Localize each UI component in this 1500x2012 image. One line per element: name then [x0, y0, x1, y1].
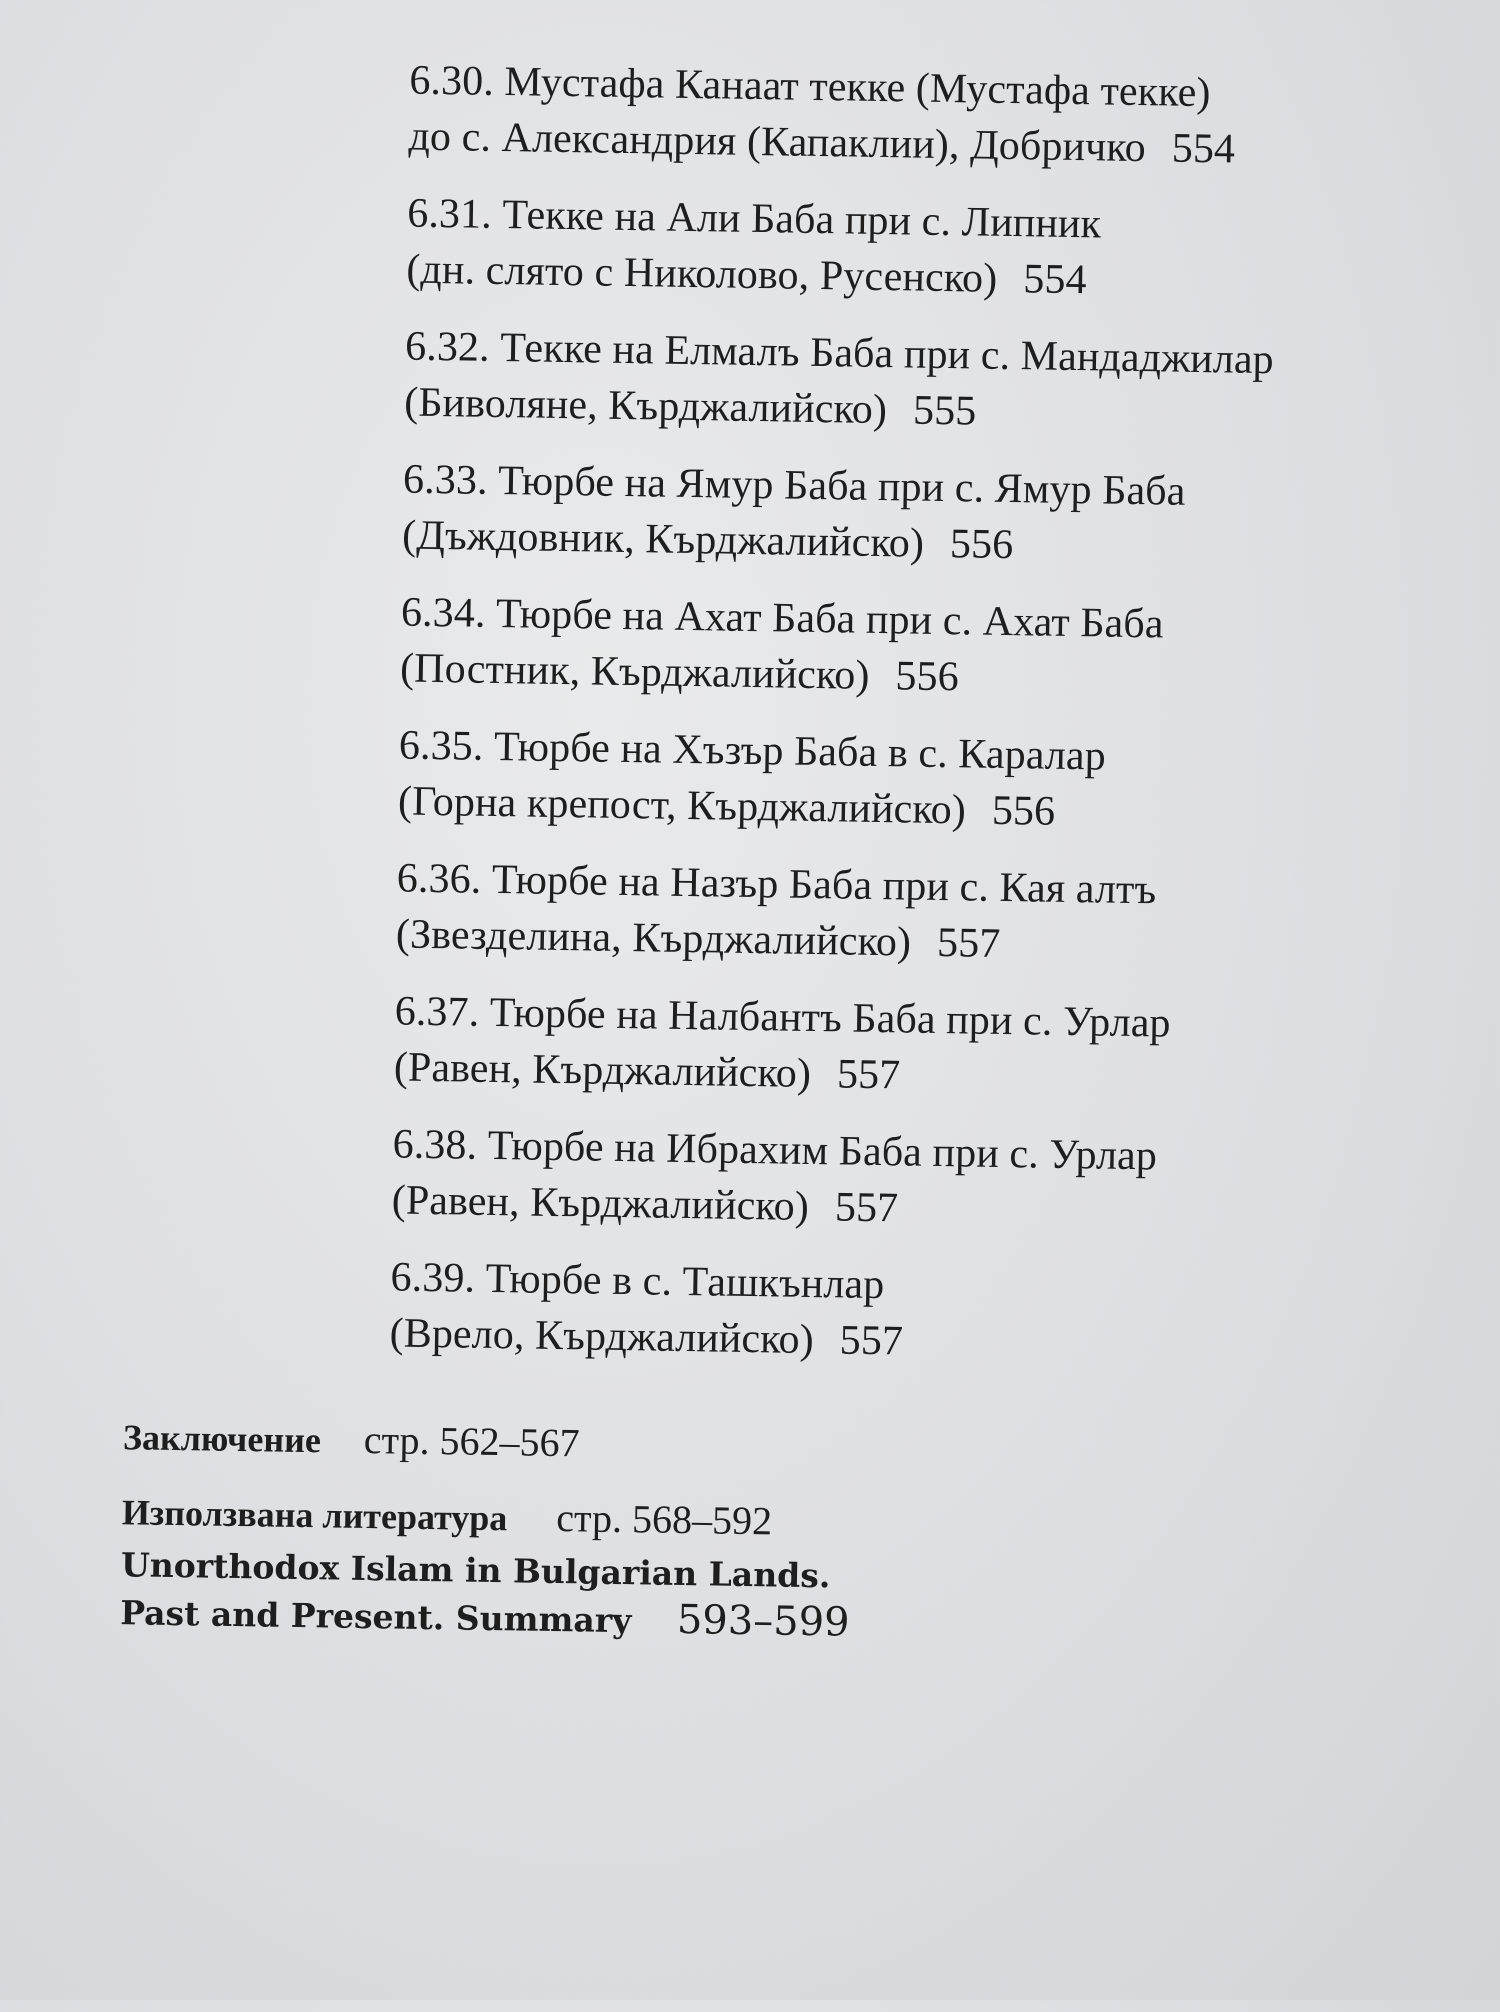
- toc-entry-title: 6.34. Тюрбе на Ахат Баба при с. Ахат Баба: [400, 589, 1164, 648]
- literature-label: Използвана литература: [121, 1492, 508, 1539]
- toc-entry-page-number: 557: [836, 1051, 901, 1099]
- toc-entry-title: 6.39. Тюрбе в с. Ташкънлар: [390, 1254, 885, 1309]
- toc-entry-location: до с. Александрия (Капаклии), Добричко: [408, 113, 1147, 172]
- toc-entry-location: (Равен, Кърджалийско): [391, 1177, 810, 1230]
- toc-entry-title: 6.31. Текке на Али Баба при с. Липник: [406, 190, 1102, 248]
- toc-entry-6-37: [393, 983, 1395, 1132]
- toc-entry-6-36: [395, 850, 1397, 999]
- toc-entry-page-number: 557: [834, 1184, 899, 1232]
- toc-entry-location: (Горна крепост, Кърджалийско): [397, 778, 967, 834]
- back-matter-section: [120, 1410, 1323, 1655]
- toc-entry-location: (Равен, Кърджалийско): [393, 1044, 812, 1097]
- toc-entry-page-number: 556: [991, 787, 1056, 835]
- toc-entries-list: [389, 53, 1410, 1399]
- toc-entry-title: 6.32. Текке на Елмалъ Баба при с. Мандаджилар: [404, 323, 1275, 384]
- conclusion-label: Заключение: [122, 1417, 322, 1461]
- toc-entry-location: (Постник, Кърджалийско): [399, 645, 870, 699]
- toc-entry-location: (Биволяне, Кърджалийско): [403, 379, 888, 434]
- toc-entry-6-30: [408, 53, 1410, 202]
- conclusion-pages: стр. 562–567: [363, 1416, 580, 1466]
- toc-entry-title: 6.35. Тюрбе на Хъзър Баба в с. Каралар: [398, 722, 1107, 780]
- toc-entry-page-number: 557: [839, 1317, 904, 1365]
- toc-entry-page-number: 555: [912, 387, 977, 435]
- toc-entry-6-39: [389, 1249, 1391, 1398]
- toc-entry-6-35: [397, 717, 1399, 866]
- toc-entry-page-number: 556: [895, 653, 960, 701]
- toc-entry-page-number: 554: [1022, 256, 1087, 304]
- toc-entry-6-34: [399, 584, 1401, 733]
- literature-pages: стр. 568–592: [556, 1495, 773, 1544]
- toc-entry-6-32: [404, 319, 1406, 468]
- toc-entry-title: 6.38. Тюрбе на Ибрахим Баба при с. Урлар: [392, 1121, 1158, 1180]
- toc-entry-title: 6.37. Тюрбе на Налбантъ Баба при с. Урлар: [394, 988, 1171, 1047]
- toc-entry-title: 6.30. Мустафа Канаат текке (Мустафа текке): [409, 57, 1211, 117]
- toc-entry-6-31: [406, 186, 1408, 335]
- toc-entry-location: (дн. слято с Николово, Русенско): [406, 246, 998, 302]
- toc-entry-page-number: 556: [949, 521, 1014, 569]
- toc-entry-title: 6.33. Тюрбе на Ямур Баба при с. Ямур Баба: [402, 456, 1186, 515]
- toc-entry-location: (Звезделина, Кърджалийско): [395, 911, 912, 966]
- summary-pages: 593–599: [676, 1596, 850, 1646]
- toc-entry-location: (Врело, Кърджалийско): [389, 1310, 815, 1364]
- toc-entry-page-number: 557: [936, 919, 1001, 967]
- toc-entry-page-number: 554: [1171, 125, 1236, 173]
- summary-title-line: Unorthodox Islam in Bulgarian Lands.: [120, 1545, 831, 1596]
- toc-entry-6-33: [401, 451, 1403, 600]
- toc-entry-location: (Дъждовник, Кърджалийско): [401, 512, 925, 567]
- toc-entry-6-38: [391, 1116, 1393, 1265]
- summary-title-line-2: Past and Present. Summary: [119, 1593, 632, 1641]
- toc-entry-title: 6.36. Тюрбе на Назър Баба при с. Кая алтъ: [396, 855, 1157, 914]
